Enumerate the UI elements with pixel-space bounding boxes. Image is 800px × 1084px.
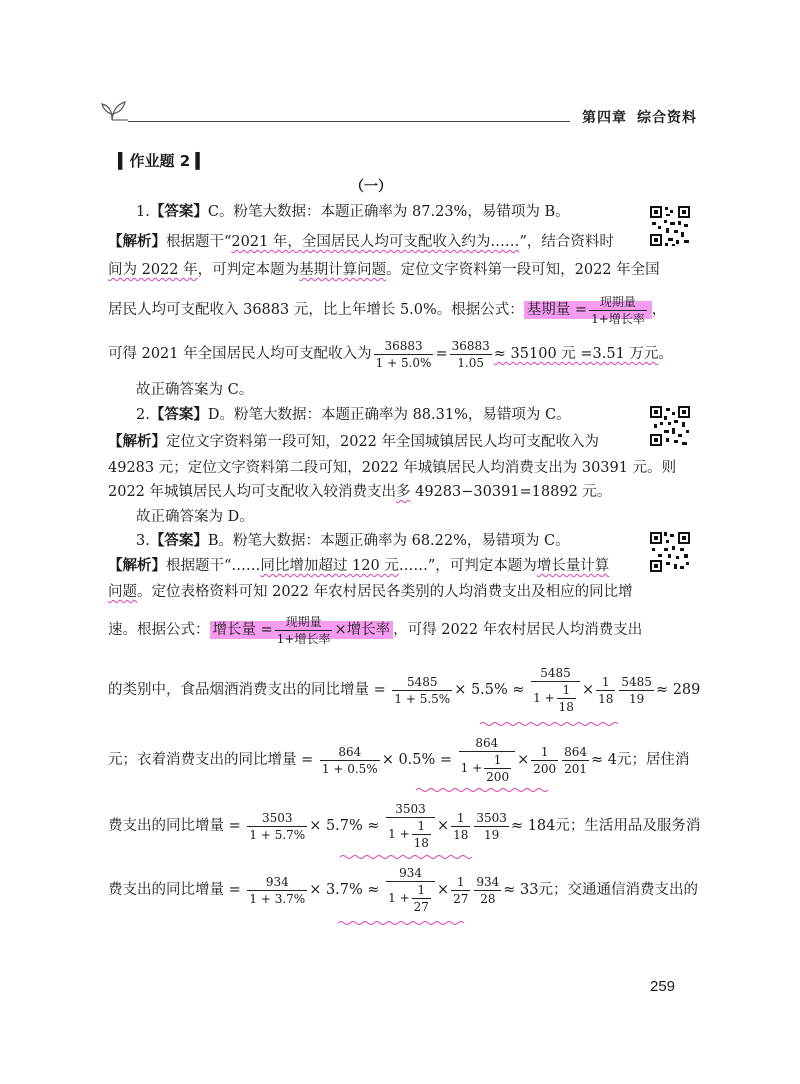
frac-den: 18 [558,700,574,714]
fraction [247,811,307,842]
frac-num: 1 [596,675,615,691]
fraction [451,811,470,842]
frac-den: 27 [413,900,429,914]
fraction [562,745,589,776]
text-span: × [517,752,530,768]
frac-num: 5485 [531,666,580,682]
text-span: × [436,882,450,898]
frac-num: 5485 [392,675,452,691]
frac-den: 1+增长率 [591,311,645,326]
frac-num: 864 [564,744,588,759]
chapter-name: 综合资料 [637,110,697,126]
text-span: ……”，可判定本题为 [398,558,537,574]
frac-num: 934 [476,874,500,889]
fraction [619,675,654,706]
q1-analysis-line-4 [108,334,673,374]
underlined-text: 问题 [108,584,137,600]
fraction [412,819,431,850]
fraction [320,745,380,776]
text-span: × 5.5% ≈ [454,682,525,698]
fraction [459,736,515,784]
text-span: 可得 2021 年全国居民人均可支配收入为 [108,346,372,362]
frac-den: 18 [413,836,429,850]
frac-den [386,818,435,850]
frac-den: 19 [629,691,645,706]
frac-num: 1 [557,683,576,699]
q3-food-row [108,666,700,714]
q3-number: 3. [136,533,150,549]
formula-highlight [524,294,652,326]
qr-code-icon[interactable] [648,204,692,248]
fraction [474,811,509,842]
text-span: 的类别中，食品烟酒消费支出的同比增量 = [108,682,386,698]
frac-num: 1 [412,883,431,899]
q3-analysis-line-1 [108,556,609,576]
frac-num: 1 [412,819,431,835]
fraction [557,683,576,714]
frac-num: 934 [247,875,307,891]
q2-conclusion: 故正确答案为 D。 [136,509,254,525]
text-span: ，可得 2022 年农村居民人均消费支出 [393,622,643,638]
underlined-text: 基期计算问题 [299,262,387,278]
text-span: = [435,346,448,362]
q1-answer-line [136,202,570,222]
q2-answer-line [136,405,571,425]
frac-den: 1 + 5.5% [394,691,451,706]
fraction [412,883,431,914]
frac-num: 864 [459,736,515,752]
frac-num: 36883 [374,339,434,355]
frac-num: 3503 [476,810,507,825]
text-span: ”，结合资料时 [519,234,614,250]
fraction [596,675,615,706]
fraction [450,339,492,370]
frac-den: 1 + 5.0% [375,355,432,370]
frac-num: 3503 [386,802,435,818]
q2-number: 2. [136,407,150,423]
text-span: 1 + [388,891,410,905]
leaf-logo-icon [98,96,128,122]
text-span: ≈ 4元；居住消 [591,752,690,768]
text-span: 费支出的同比增量 = [108,818,241,834]
q3-analysis-line-3 [108,610,642,650]
chapter-number: 第四章 [582,110,627,126]
formula-tail: ×增长率 [334,622,391,638]
fraction [392,675,452,706]
q3-daily-goods-row [108,866,698,914]
frac-num: 1 [451,811,470,827]
analysis-tag: 【解析】 [108,558,166,574]
q2-answer-text: D。粉笔大数据：本题正确率为 88.31%，易错项为 C。 [207,407,571,423]
text-span: 元；衣着消费支出的同比增量 = [108,752,314,768]
q1-analysis-line-3 [108,290,666,330]
q1-analysis-line-2 [108,260,660,280]
wavy-underline [340,854,474,860]
fraction [386,866,435,914]
q1-conclusion: 故正确答案为 C。 [136,382,254,398]
q3-clothing-row [108,736,690,784]
text-span: ≈ 289 [655,682,701,698]
fraction [374,339,434,370]
text-span: 根据题干“ [166,234,232,250]
frac-den: 200 [533,761,557,776]
answer-tag: 【答案】 [149,533,208,549]
chapter-header [582,107,697,127]
q1-answer-text: C。粉笔大数据：本题正确率为 87.23%，易错项为 B。 [207,204,570,220]
frac-den [386,882,435,914]
text-span: 2022 年城镇居民人均可支配收入较消费支出 [108,484,397,500]
q1-analysis-line-1 [108,232,614,252]
text-span: × 5.7% ≈ [309,818,380,834]
frac-den: 28 [480,891,496,906]
frac-den: 200 [486,770,510,784]
q1-number: 1. [136,204,150,220]
frac-den [531,682,580,714]
formula-label: 基期量 = [526,302,588,318]
sub-title: （一） [350,179,392,195]
fraction [451,875,470,906]
section-title: ▍作业题 2 ▍ [118,152,207,170]
fraction [531,745,558,776]
frac-den: 1+增长率 [276,631,331,646]
analysis-tag: 【解析】 [108,234,166,250]
formula-label: 增长量 = [212,622,273,638]
q3-analysis-line-2 [108,582,633,602]
text-span: 速。根据公式： [108,622,210,638]
text-span: 居民人均可支配收入 36883 元，比上年增长 5.0%。根据公式： [108,302,524,318]
underlined-text: 增长量计算 [536,558,610,574]
q3-housing-row [108,802,700,850]
frac-num: 934 [386,866,435,882]
text-span: 根据题干“…… [166,558,261,574]
underlined-text: 同比增加超过 120 元 [260,558,399,574]
fraction [386,802,435,850]
text-span: × 3.7% ≈ [309,882,380,898]
analysis-tag: 【解析】 [108,434,166,450]
text-span: ，可判定本题为 [197,262,300,278]
text-span: × [436,818,450,834]
fraction [247,875,307,906]
text-span: ≈ 33元；交通通信消费支出的 [503,882,699,898]
text-span: 49283−30391=18892 元。 [410,484,612,500]
text-span: 1 + [388,827,410,841]
text-span: 1 + [533,691,555,705]
header-rule [128,121,570,122]
underlined-text: 间为 2022 年 [108,262,198,278]
page-number: 259 [650,978,676,995]
text-span: 。 [658,346,673,362]
frac-num: 1 [531,745,558,761]
frac-den: 19 [484,827,500,842]
underlined-text: 2021 年，全国居民人均可支配收入约为…… [231,234,520,250]
frac-den: 18 [453,827,469,842]
frac-num: 864 [320,745,380,761]
frac-den: 27 [453,891,469,906]
frac-den: 1 + 0.5% [321,761,378,776]
text-span: 。定位文字资料第一段可知，2022 年全国 [386,262,660,278]
frac-num: 5485 [621,674,652,689]
text-span: × 0.5% = [381,752,453,768]
answer-tag: 【答案】 [149,407,208,423]
frac-num: 3503 [247,811,307,827]
q3-answer-text: B。粉笔大数据：本题正确率为 68.22%，易错项为 C。 [207,533,570,549]
frac-num: 现期量 [589,295,647,311]
text-span: 定位文字资料第一段可知，2022 年全国城镇居民人均可支配收入为 [166,434,600,450]
formula-highlight [210,614,394,646]
underlined-text: ≈ 35100 元 =3.51 万元 [493,346,659,362]
q3-answer-line [136,531,570,551]
fraction [589,295,647,326]
frac-den [459,752,515,784]
frac-num: 1 [484,753,511,769]
frac-den: 201 [564,761,588,776]
frac-den: 1 + 5.7% [249,827,306,842]
frac-num: 36883 [451,338,490,353]
wavy-underline [480,721,618,727]
qr-code-icon[interactable] [648,404,692,448]
wavy-underline [416,787,548,793]
frac-den: 1.05 [457,355,485,370]
q2-analysis-line-2: 49283 元；定位文字资料第二段可知，2022 年城镇居民人均消费支出为 30391 元。则 [108,460,677,476]
text-span: ， [651,302,667,318]
text-span: 费支出的同比增量 = [108,882,241,898]
q2-analysis-line-3 [108,482,611,502]
answer-tag: 【答案】 [149,204,208,220]
text-span: ≈ 184元；生活用品及服务消 [510,818,701,834]
frac-num: 1 [451,875,470,891]
text-span: × [581,682,595,698]
qr-code-icon[interactable] [648,530,692,574]
fraction [484,753,511,784]
fraction [474,875,501,906]
frac-den: 18 [598,691,614,706]
frac-num: 现期量 [275,615,333,631]
text-span: 。定位表格资料可知 2022 年农村居民各类别的人均消费支出及相应的同比增 [137,584,633,600]
frac-den: 1 + 3.7% [249,891,306,906]
wavy-underline [338,920,466,926]
fraction [531,666,580,714]
fraction [275,615,333,646]
text-span: 1 + [460,761,483,775]
q2-analysis-line-1 [108,432,599,452]
underlined-text: 多 [396,484,411,500]
